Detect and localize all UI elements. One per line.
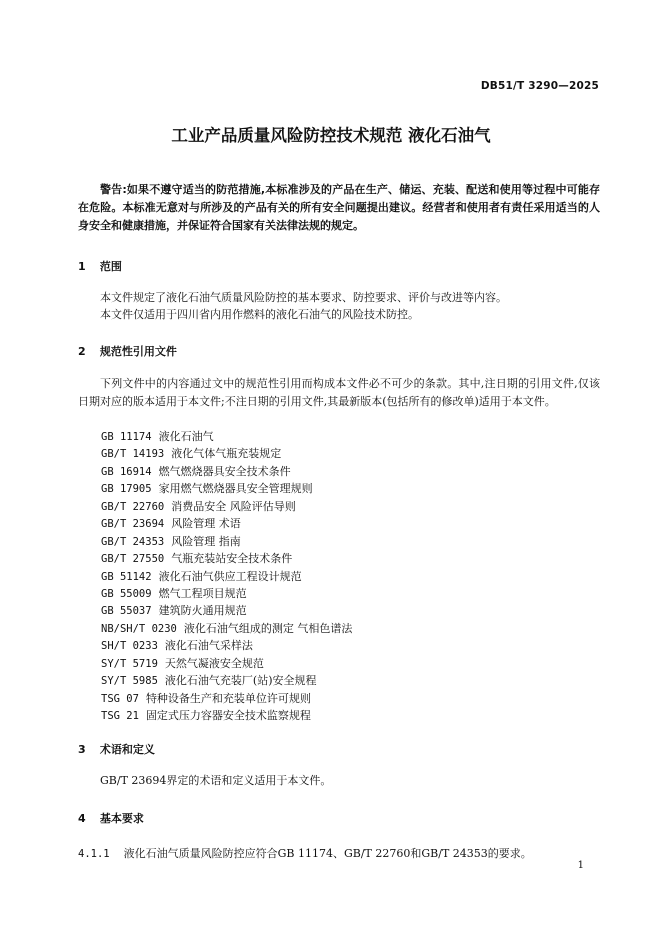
reference-item: GB/T 14193 液化气体气瓶充装规定: [101, 447, 282, 461]
reference-item: GB/T 24353 风险管理 指南: [101, 534, 241, 548]
section-number: 2: [78, 345, 86, 358]
clause-number: 4.1.1: [78, 848, 110, 860]
reference-list: [101, 428, 352, 724]
scope-paragraph-1: 本文件规定了液化石油气质量风险防控的基本要求、防控要求、评价与改进等内容。: [100, 291, 507, 304]
reference-item: GB 51142 液化石油气供应工程设计规范: [101, 569, 302, 583]
reference-item: GB/T 22760 消费品安全 风险评估导则: [101, 499, 296, 513]
scope-paragraph-2: 本文件仅适用于四川省内用作燃料的液化石油气的风险技术防控。: [100, 308, 419, 321]
normative-references-intro: 下列文件中的内容通过文中的规范性引用而构成本文件必不可少的条款。其中,注日期的引用文件,仅该日期对应的版本适用于本文件;不注日期的引用文件,其最新版本(包括所有的修改单)适用于本文件。: [78, 377, 600, 408]
section-title: 范围: [99, 260, 122, 273]
reference-item: TSG 07 特种设备生产和充装单位许可规则: [101, 691, 311, 705]
warning-paragraph: 警告:如果不遵守适当的防范措施,本标准涉及的产品在生产、储运、充装、配送和使用等过程中可能存在危险。本标准无意对与所涉及的产品有关的所有安全问题提出建议。经营者和使用者有责任采用适当的人身安全和健康措施，并保证符合国家有关法律法规的规定。: [78, 183, 600, 232]
reference-item: GB 11174 液化石油气: [101, 430, 214, 443]
reference-item: GB/T 27550 气瓶充装站安全技术条件: [101, 552, 293, 566]
section-number: 3: [78, 743, 86, 756]
reference-item: SY/T 5985 液化石油气充装厂(站)安全规程: [101, 674, 317, 688]
section-title: 术语和定义: [99, 743, 155, 756]
page-number: 1: [577, 860, 584, 871]
terms-paragraph: GB/T 23694界定的术语和定义适用于本文件。: [100, 774, 332, 787]
section-number: 1: [78, 260, 86, 273]
reference-item: SH/T 0233 液化石油气采样法: [101, 639, 253, 653]
document-title: 工业产品质量风险防控技术规范 液化石油气: [171, 126, 491, 145]
section-2-heading: [78, 343, 177, 359]
section-number: 4: [78, 812, 86, 825]
reference-item: GB 16914 燃气燃烧器具安全技术条件: [101, 464, 291, 478]
clause-text: 液化石油气质量风险防控应符合GB 11174、GB/T 22760和GB/T 24353的要求。: [123, 847, 532, 860]
document-code: DB51/T 3290—2025: [480, 80, 599, 92]
clause-4-1-1: [78, 845, 532, 861]
reference-item: SY/T 5719 天然气凝液安全规范: [101, 656, 264, 670]
reference-item: GB 55037 建筑防火通用规范: [101, 604, 247, 618]
section-4-heading: [78, 810, 144, 826]
reference-item: GB/T 23694 风险管理 术语: [101, 517, 241, 531]
section-title: 规范性引用文件: [99, 345, 177, 358]
section-title: 基本要求: [99, 812, 144, 825]
reference-item: GB 17905 家用燃气燃烧器具安全管理规则: [101, 482, 313, 496]
reference-item: TSG 21 固定式压力容器安全技术监察规程: [101, 709, 311, 722]
reference-item: GB 55009 燃气工程项目规范: [101, 586, 247, 600]
section-3-heading: [78, 741, 155, 757]
section-1-heading: [78, 258, 122, 274]
reference-item: NB/SH/T 0230 液化石油气组成的测定 气相色谱法: [101, 621, 353, 635]
